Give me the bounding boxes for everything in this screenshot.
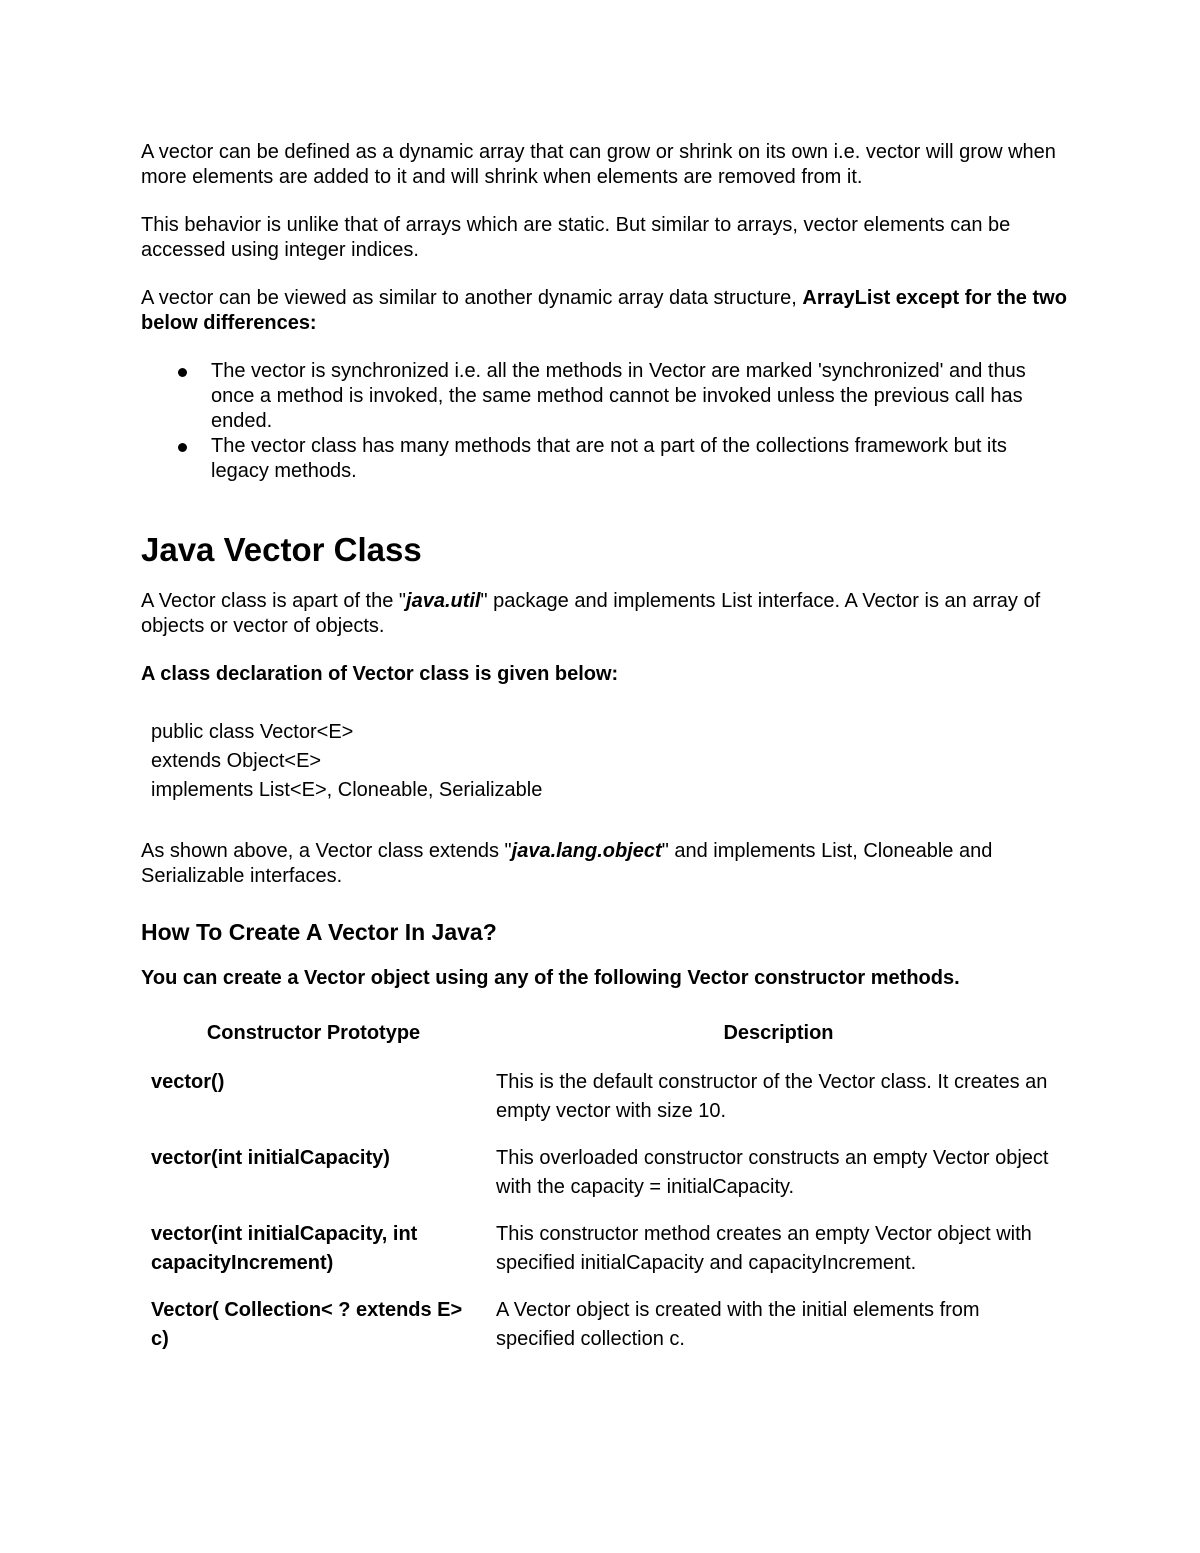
intro-paragraph-3-bold: ArrayList except for the two below differences: — [141, 287, 1067, 334]
table-header-row — [141, 1016, 1071, 1062]
list-item-text: The vector class has many methods that are not a part of the collections framework but its legacy methods. — [211, 435, 1007, 482]
constructor-prototype: Vector( Collection< ? extends E> c) — [151, 1299, 463, 1350]
intro-paragraph-3 — [141, 286, 1071, 336]
list-item — [141, 434, 1061, 484]
constructor-description: This overloaded constructor constructs an empty Vector object with the capacity = initialCapacity. — [496, 1147, 1049, 1198]
class-declaration-code — [151, 718, 1071, 805]
text-span: " package and implements List interface. A Vector is an array of objects or vector of objects. — [141, 590, 1041, 637]
constructor-description: This constructor method creates an empty Vector object with specified initialCapacity and capacityIncrement. — [496, 1223, 1032, 1274]
section-heading-java-vector-class: Java Vector Class — [141, 531, 422, 568]
constructor-description: This is the default constructor of the Vector class. It creates an empty vector with size 10. — [496, 1071, 1048, 1122]
constructor-table — [141, 1016, 1071, 1366]
code-line: implements List<E>, Cloneable, Serializable — [151, 779, 543, 801]
document-page — [141, 140, 1071, 1366]
intro-paragraph-3-text: A vector can be viewed as similar to another dynamic array data structure, — [141, 287, 803, 309]
section-heading-create-vector: How To Create A Vector In Java? — [141, 919, 497, 945]
column-header: Description — [723, 1022, 834, 1044]
table-row — [141, 1290, 1071, 1366]
code-line: extends Object<E> — [151, 750, 322, 772]
vector-class-paragraph — [141, 589, 1071, 639]
table-row — [141, 1062, 1071, 1138]
bullet-dot-icon — [178, 368, 187, 377]
constructor-description: A Vector object is created with the initial elements from specified collection c. — [496, 1299, 980, 1350]
table-row — [141, 1138, 1071, 1214]
code-line: public class Vector<E> — [151, 721, 354, 743]
declaration-intro: A class declaration of Vector class is given below: — [141, 663, 619, 685]
package-name: java.util — [406, 590, 481, 612]
extends-paragraph — [141, 839, 1071, 889]
constructor-prototype: vector() — [151, 1071, 225, 1093]
list-item-text: The vector is synchronized i.e. all the methods in Vector are marked 'synchronized' and thus once a method is invoked, the same method cannot be invoked unless the previous call has ended. — [211, 360, 1026, 432]
intro-paragraph-1: A vector can be defined as a dynamic array that can grow or shrink on its own i.e. vector will grow when more elements are added to it and will shrink when elements are removed from it. — [141, 141, 1056, 188]
bullet-dot-icon — [178, 443, 187, 452]
intro-paragraph-2: This behavior is unlike that of arrays which are static. But similar to arrays, vector elements can be accessed using integer indices. — [141, 214, 1011, 261]
constructor-prototype: vector(int initialCapacity) — [151, 1147, 390, 1169]
text-span: As shown above, a Vector class extends " — [141, 840, 512, 862]
list-item — [141, 359, 1061, 434]
class-name: java.lang.object — [511, 840, 662, 862]
constructor-intro: You can create a Vector object using any of the following Vector constructor methods. — [141, 967, 960, 989]
text-span: " and implements List, Cloneable and Serializable interfaces. — [141, 840, 993, 887]
table-row — [141, 1214, 1071, 1290]
text-span: A Vector class is apart of the " — [141, 590, 407, 612]
differences-list — [141, 359, 1071, 484]
column-header: Constructor Prototype — [206, 1022, 421, 1044]
constructor-prototype: vector(int initialCapacity, int capacityIncrement) — [151, 1223, 418, 1274]
